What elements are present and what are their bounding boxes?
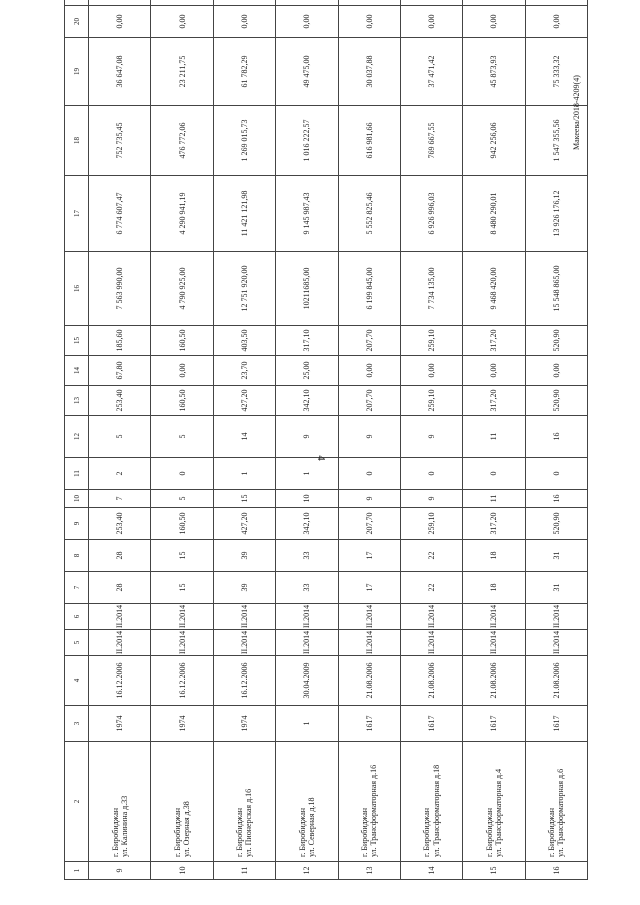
table-cell: 30 037,88 xyxy=(338,38,400,106)
table-cell: 0 xyxy=(400,458,462,490)
table-cell: 28 xyxy=(89,540,151,572)
table-cell: 28 xyxy=(89,572,151,604)
table-cell: 15 xyxy=(151,572,213,604)
table-cell: 9 xyxy=(276,416,338,458)
table-cell xyxy=(338,0,400,6)
table-cell: 13 926 176,12 xyxy=(525,176,587,252)
table-cell: 31 xyxy=(525,540,587,572)
table-cell: 11 421 121,98 xyxy=(213,176,275,252)
column-header xyxy=(65,0,89,6)
table-cell: 45 873,93 xyxy=(463,38,525,106)
table-cell: 0,00 xyxy=(525,6,587,38)
table-cell xyxy=(213,0,275,6)
table-cell: II.2014 xyxy=(338,630,400,656)
table-cell: 0,00 xyxy=(400,6,462,38)
table-cell: 427,20 xyxy=(213,386,275,416)
address-cell: г. Биробиджан ул. Трансформаторная д.4 xyxy=(463,742,525,862)
column-header: 14 xyxy=(65,356,89,386)
table-row xyxy=(463,0,525,880)
table-cell: 7 734 135,00 xyxy=(400,252,462,326)
table-cell: 0,00 xyxy=(151,356,213,386)
table-cell xyxy=(525,0,587,6)
column-header: 11 xyxy=(65,458,89,490)
table-cell: 12 xyxy=(276,862,338,880)
column-header: 5 xyxy=(65,630,89,656)
table-cell: 9 xyxy=(338,490,400,508)
table-cell: 317,20 xyxy=(463,508,525,540)
table-cell: 23,70 xyxy=(213,356,275,386)
table-cell xyxy=(400,0,462,6)
table-row xyxy=(400,0,462,880)
table-cell: 31 xyxy=(525,572,587,604)
table-cell: 5 xyxy=(151,416,213,458)
table-cell xyxy=(463,0,525,6)
table-cell xyxy=(89,0,151,6)
table-cell: 16 xyxy=(525,490,587,508)
table-cell: 39 xyxy=(213,572,275,604)
column-header: 8 xyxy=(65,540,89,572)
table-cell: 616 981,66 xyxy=(338,106,400,176)
table-cell: 12 751 920,00 xyxy=(213,252,275,326)
table-cell: 0 xyxy=(151,458,213,490)
table-cell: 9 145 987,43 xyxy=(276,176,338,252)
table-cell xyxy=(276,0,338,6)
table-cell: 1 xyxy=(213,458,275,490)
table-cell: 0 xyxy=(525,458,587,490)
address-cell: г. Биробиджан ул. Трансформаторная д.18 xyxy=(400,742,462,862)
table-cell: 11 xyxy=(463,490,525,508)
table-cell: 317,20 xyxy=(463,386,525,416)
table-cell: 15 xyxy=(463,862,525,880)
table-cell: 39 xyxy=(213,540,275,572)
table-cell: 942 256,06 xyxy=(463,106,525,176)
table-cell: 11 xyxy=(463,416,525,458)
table-cell: 21.08.2006 xyxy=(400,656,462,706)
table-row xyxy=(151,0,213,880)
table-cell: II.2014 xyxy=(463,630,525,656)
column-header: 4 xyxy=(65,656,89,706)
table-cell: 14 xyxy=(400,862,462,880)
table-cell: 75 333,32 xyxy=(525,38,587,106)
table-cell: 17 xyxy=(338,540,400,572)
table-cell: 9 xyxy=(338,416,400,458)
table-cell: 13 xyxy=(338,862,400,880)
table-cell: 16.12.2006 xyxy=(89,656,151,706)
table-cell: 4 790 925,00 xyxy=(151,252,213,326)
table-cell: 17 xyxy=(338,572,400,604)
table-cell: 160,50 xyxy=(151,508,213,540)
table-cell: II.2014 xyxy=(151,604,213,630)
table-cell: 185,60 xyxy=(89,326,151,356)
table-cell: 33 xyxy=(276,540,338,572)
table-cell: 259,10 xyxy=(400,508,462,540)
table-cell: 30.04.2009 xyxy=(276,656,338,706)
table-cell: 403,50 xyxy=(213,326,275,356)
column-header: 2 xyxy=(65,742,89,862)
table-cell: 16 xyxy=(525,416,587,458)
table-cell: 1974 xyxy=(151,706,213,742)
document-reference: Макеева/2018-4209(4) xyxy=(572,75,581,150)
table-cell: 253,40 xyxy=(89,508,151,540)
address-cell: г. Биробиджан ул. Северная д.18 xyxy=(276,742,338,862)
column-header: 6 xyxy=(65,604,89,630)
table-cell: 0,00 xyxy=(276,6,338,38)
table-cell: 0 xyxy=(463,458,525,490)
table-row xyxy=(338,0,400,880)
table-cell: 1617 xyxy=(525,706,587,742)
table-cell: 16 xyxy=(525,862,587,880)
table-cell: 259,10 xyxy=(400,326,462,356)
column-header: 17 xyxy=(65,176,89,252)
table-cell: 1617 xyxy=(400,706,462,742)
table-cell: 67,80 xyxy=(89,356,151,386)
table-cell: 317,10 xyxy=(276,326,338,356)
address-cell: г. Биробиджан ул. Трансформаторная д.16 xyxy=(338,742,400,862)
table-cell: 16.12.2006 xyxy=(213,656,275,706)
column-header: 20 xyxy=(65,6,89,38)
table-cell: II.2014 xyxy=(338,604,400,630)
table-cell: 1 xyxy=(276,458,338,490)
table-cell: 1974 xyxy=(89,706,151,742)
column-header: 10 xyxy=(65,490,89,508)
table-cell: II.2014 xyxy=(213,604,275,630)
table-cell: 10 xyxy=(276,490,338,508)
table-cell: 18 xyxy=(463,572,525,604)
table-cell: 49 475,00 xyxy=(276,38,338,106)
column-header: 3 xyxy=(65,706,89,742)
table-cell: 15 548 865,00 xyxy=(525,252,587,326)
table-cell: 22 xyxy=(400,540,462,572)
table-cell: 427,20 xyxy=(213,508,275,540)
table-cell: 37 471,42 xyxy=(400,38,462,106)
table-cell: 1 xyxy=(276,706,338,742)
column-header: 12 xyxy=(65,416,89,458)
column-header: 16 xyxy=(65,252,89,326)
table-row xyxy=(89,0,151,880)
table-cell: 2 xyxy=(89,458,151,490)
table-cell: 61 782,29 xyxy=(213,38,275,106)
table-cell: II.2014 xyxy=(213,630,275,656)
table-cell: 207,70 xyxy=(338,508,400,540)
table-cell: 317,20 xyxy=(463,326,525,356)
table-cell: 342,10 xyxy=(276,386,338,416)
column-header: 15 xyxy=(65,326,89,356)
table-cell: II.2014 xyxy=(276,630,338,656)
table-cell: 207,70 xyxy=(338,326,400,356)
table-row xyxy=(213,0,275,880)
table-cell: II.2014 xyxy=(89,630,151,656)
table-cell: 1974 xyxy=(213,706,275,742)
table-cell: 1 269 015,73 xyxy=(213,106,275,176)
table-cell: 21.08.2006 xyxy=(525,656,587,706)
column-header: 7 xyxy=(65,572,89,604)
table-cell xyxy=(151,0,213,6)
register-table xyxy=(64,0,588,880)
table-cell: 9 468 420,00 xyxy=(463,252,525,326)
table-cell: II.2014 xyxy=(276,604,338,630)
table-cell: 207,70 xyxy=(338,386,400,416)
column-header: 1 xyxy=(65,862,89,880)
table-cell: 0,00 xyxy=(463,356,525,386)
table-cell: 769 667,55 xyxy=(400,106,462,176)
table-cell: 0,00 xyxy=(338,6,400,38)
table-cell: 21.08.2006 xyxy=(338,656,400,706)
table-cell: 9 xyxy=(400,416,462,458)
table-cell: 752 735,45 xyxy=(89,106,151,176)
table-cell: 0,00 xyxy=(525,356,587,386)
table-cell: II.2014 xyxy=(400,630,462,656)
table-cell: 10 xyxy=(151,862,213,880)
table-cell: 21.08.2006 xyxy=(463,656,525,706)
header-row xyxy=(65,0,89,880)
column-header: 19 xyxy=(65,38,89,106)
table-cell: 1617 xyxy=(338,706,400,742)
table-cell: II.2014 xyxy=(525,630,587,656)
table-cell: 4 290 941,19 xyxy=(151,176,213,252)
table-cell: 0,00 xyxy=(151,6,213,38)
table-cell: 7 xyxy=(89,490,151,508)
table-cell: 7 563 990,00 xyxy=(89,252,151,326)
table-cell: 25,00 xyxy=(276,356,338,386)
table-cell: 0,00 xyxy=(89,6,151,38)
table-cell: 36 647,08 xyxy=(89,38,151,106)
table-cell: 160,50 xyxy=(151,326,213,356)
address-cell: г. Биробиджан ул. Пионерская д.16 xyxy=(213,742,275,862)
table-cell: 15 xyxy=(151,540,213,572)
table-cell: II.2014 xyxy=(151,630,213,656)
table-cell: 259,10 xyxy=(400,386,462,416)
address-cell: г. Биробиджан ул. Калинина д.33 xyxy=(89,742,151,862)
table-cell: 1 547 355,56 xyxy=(525,106,587,176)
table-cell: 253,40 xyxy=(89,386,151,416)
table-cell: 10211685,00 xyxy=(276,252,338,326)
table-cell: II.2014 xyxy=(89,604,151,630)
table-cell: 0 xyxy=(338,458,400,490)
table-cell: 23 211,75 xyxy=(151,38,213,106)
table-cell: 18 xyxy=(463,540,525,572)
table-cell: 160,50 xyxy=(151,386,213,416)
table-cell: 6 926 996,03 xyxy=(400,176,462,252)
table-cell: 0,00 xyxy=(213,6,275,38)
table-cell: 1617 xyxy=(463,706,525,742)
table-row xyxy=(276,0,338,880)
table-cell: 520,90 xyxy=(525,508,587,540)
table-cell: 476 772,06 xyxy=(151,106,213,176)
table-cell: 16.12.2006 xyxy=(151,656,213,706)
table-cell: 1 016 222,57 xyxy=(276,106,338,176)
table-cell: 22 xyxy=(400,572,462,604)
table-cell: 9 xyxy=(89,862,151,880)
table-cell: 6 199 845,00 xyxy=(338,252,400,326)
address-cell: г. Биробиджан ул. Трансформаторная д.6 xyxy=(525,742,587,862)
column-header: 13 xyxy=(65,386,89,416)
address-cell: г. Биробиджан ул. Озерная д.38 xyxy=(151,742,213,862)
table-cell: 0,00 xyxy=(400,356,462,386)
table-cell: 0,00 xyxy=(463,6,525,38)
table-cell: 15 xyxy=(213,490,275,508)
table-cell: 5 552 825,46 xyxy=(338,176,400,252)
table-cell: 11 xyxy=(213,862,275,880)
table-cell: 33 xyxy=(276,572,338,604)
table-cell: 520,90 xyxy=(525,386,587,416)
table-cell: 8 480 290,01 xyxy=(463,176,525,252)
table-cell: II.2014 xyxy=(463,604,525,630)
table-cell: 520,90 xyxy=(525,326,587,356)
table-cell: 342,10 xyxy=(276,508,338,540)
page-number: 4 xyxy=(314,455,327,461)
table-cell: 0,00 xyxy=(338,356,400,386)
column-header: 18 xyxy=(65,106,89,176)
table-cell: 5 xyxy=(151,490,213,508)
table-cell: 5 xyxy=(89,416,151,458)
table-cell: II.2014 xyxy=(400,604,462,630)
table-cell: 9 xyxy=(400,490,462,508)
table-cell: 14 xyxy=(213,416,275,458)
column-header: 9 xyxy=(65,508,89,540)
table-cell: 6 774 607,47 xyxy=(89,176,151,252)
table-cell: II.2014 xyxy=(525,604,587,630)
